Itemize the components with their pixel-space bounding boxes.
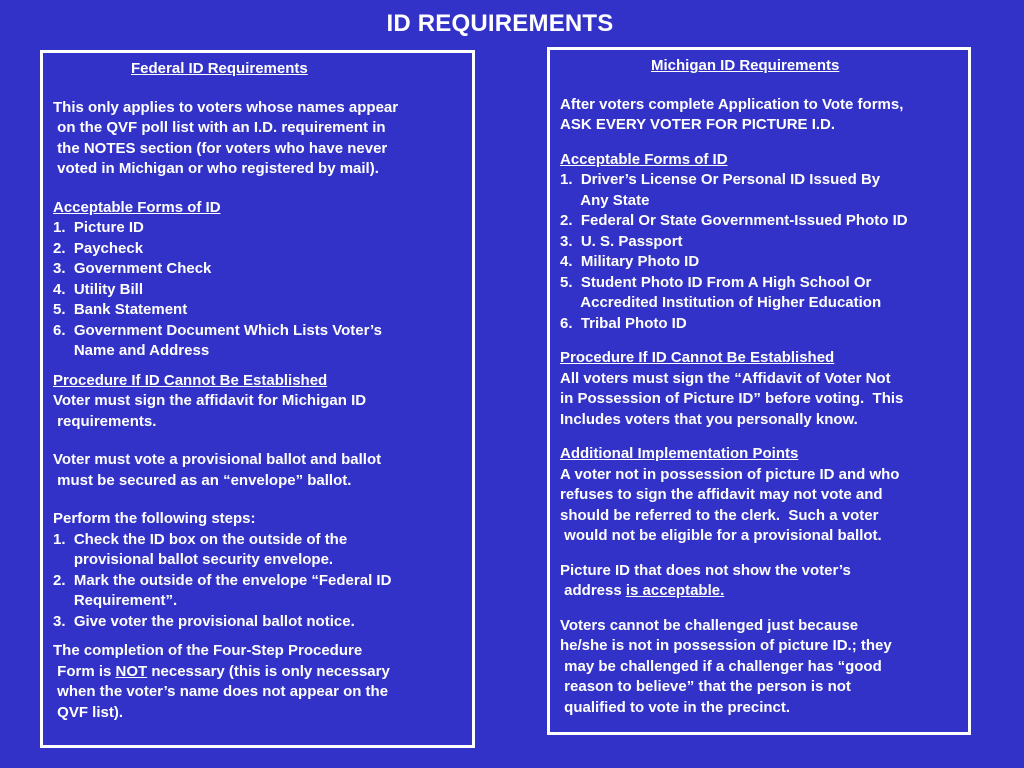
federal-forms-heading: Acceptable Forms of ID (53, 198, 221, 216)
federal-procedure-affidavit: Voter must sign the affidavit for Michigan ID requirements. (53, 392, 367, 430)
list-item: 4. Utility Bill (53, 280, 144, 298)
federal-procedure-heading: Procedure If ID Cannot Be Established (53, 371, 328, 389)
michigan-forms-list (560, 170, 968, 334)
michigan-challenge-note: Voters cannot be challenged just because he/she is not in possession of picture ID.; they may be challenged if a challenger has “good reason to believe” that the person is not qualified to vote in the precinct. (560, 616, 892, 716)
michigan-additional-heading: Additional Implementation Points (560, 445, 799, 462)
list-item: 5. Bank Statement (53, 301, 188, 318)
federal-panel-title: Federal ID Requirements (131, 60, 308, 77)
list-item: 3. U. S. Passport (560, 232, 683, 250)
list-item: 6. Government Document Which Lists Voter’s Name and Address (53, 321, 382, 359)
federal-steps-list (53, 530, 472, 633)
michigan-procedure: All voters must sign the “Affidavit of Voter Not in Possession of Picture ID” before voting. This Includes voters that you personally know. (560, 369, 904, 428)
federal-steps-heading: Perform the following steps: (53, 510, 256, 527)
list-item: 3. Government Check (53, 260, 212, 277)
federal-completion-line1: The completion of the Four-Step Procedure (53, 642, 363, 659)
federal-intro: This only applies to voters whose names appear on the QVF poll list with an I.D. requirement in the NOTES section (for voters who have never voted in Michigan or who registered by mail). (53, 98, 399, 177)
michigan-procedure-heading: Procedure If ID Cannot Be Established (560, 349, 835, 366)
michigan-address-note (560, 561, 968, 602)
federal-completion-emphasis: NOT (115, 662, 148, 680)
michigan-address-line1: Picture ID that does not show the voter’s (560, 561, 851, 579)
federal-completion-note (53, 641, 472, 723)
list-item: 1. Check the ID box on the outside of the provisional ballot security envelope. (53, 530, 348, 568)
michigan-forms-heading: Acceptable Forms of ID (560, 150, 728, 168)
list-item: 2. Federal Or State Government-Issued Photo ID (560, 212, 908, 229)
federal-forms-list (53, 218, 472, 362)
federal-completion-post: necessary (this is only necessary when the voter’s name does not appear on the QVF list). (57, 662, 390, 721)
list-item: 2. Paycheck (53, 239, 144, 257)
federal-completion-pre: Form is (53, 662, 116, 680)
list-item: 2. Mark the outside of the envelope “Federal ID Requirement”. (53, 571, 392, 609)
list-item: 6. Tribal Photo ID (560, 314, 687, 332)
list-item: 1. Picture ID (53, 219, 144, 236)
list-item: 1. Driver’s License Or Personal ID Issued By Any State (560, 171, 881, 209)
federal-procedure-provisional: Voter must vote a provisional ballot and ballot must be secured as an “envelope” ballot. (53, 451, 382, 489)
michigan-address-pre: address (560, 582, 626, 599)
list-item: 4. Military Photo ID (560, 253, 700, 270)
michigan-panel-title: Michigan ID Requirements (651, 57, 840, 74)
page-title: ID REQUIREMENTS (386, 10, 614, 37)
list-item: 5. Student Photo ID From A High School Or Accredited Institution of Higher Education (560, 273, 882, 311)
michigan-additional: A voter not in possession of picture ID and who refuses to sign the affidavit may not vote and should be referred to the clerk. Such a voter would not be eligible for a provisional ballot. (560, 465, 900, 544)
michigan-intro: After voters complete Application to Vote forms, ASK EVERY VOTER FOR PICTURE I.D. (560, 95, 904, 133)
michigan-address-emphasis: is acceptable. (625, 582, 725, 599)
list-item: 3. Give voter the provisional ballot notice. (53, 612, 355, 630)
federal-id-panel (40, 50, 475, 748)
michigan-id-panel (547, 47, 971, 735)
